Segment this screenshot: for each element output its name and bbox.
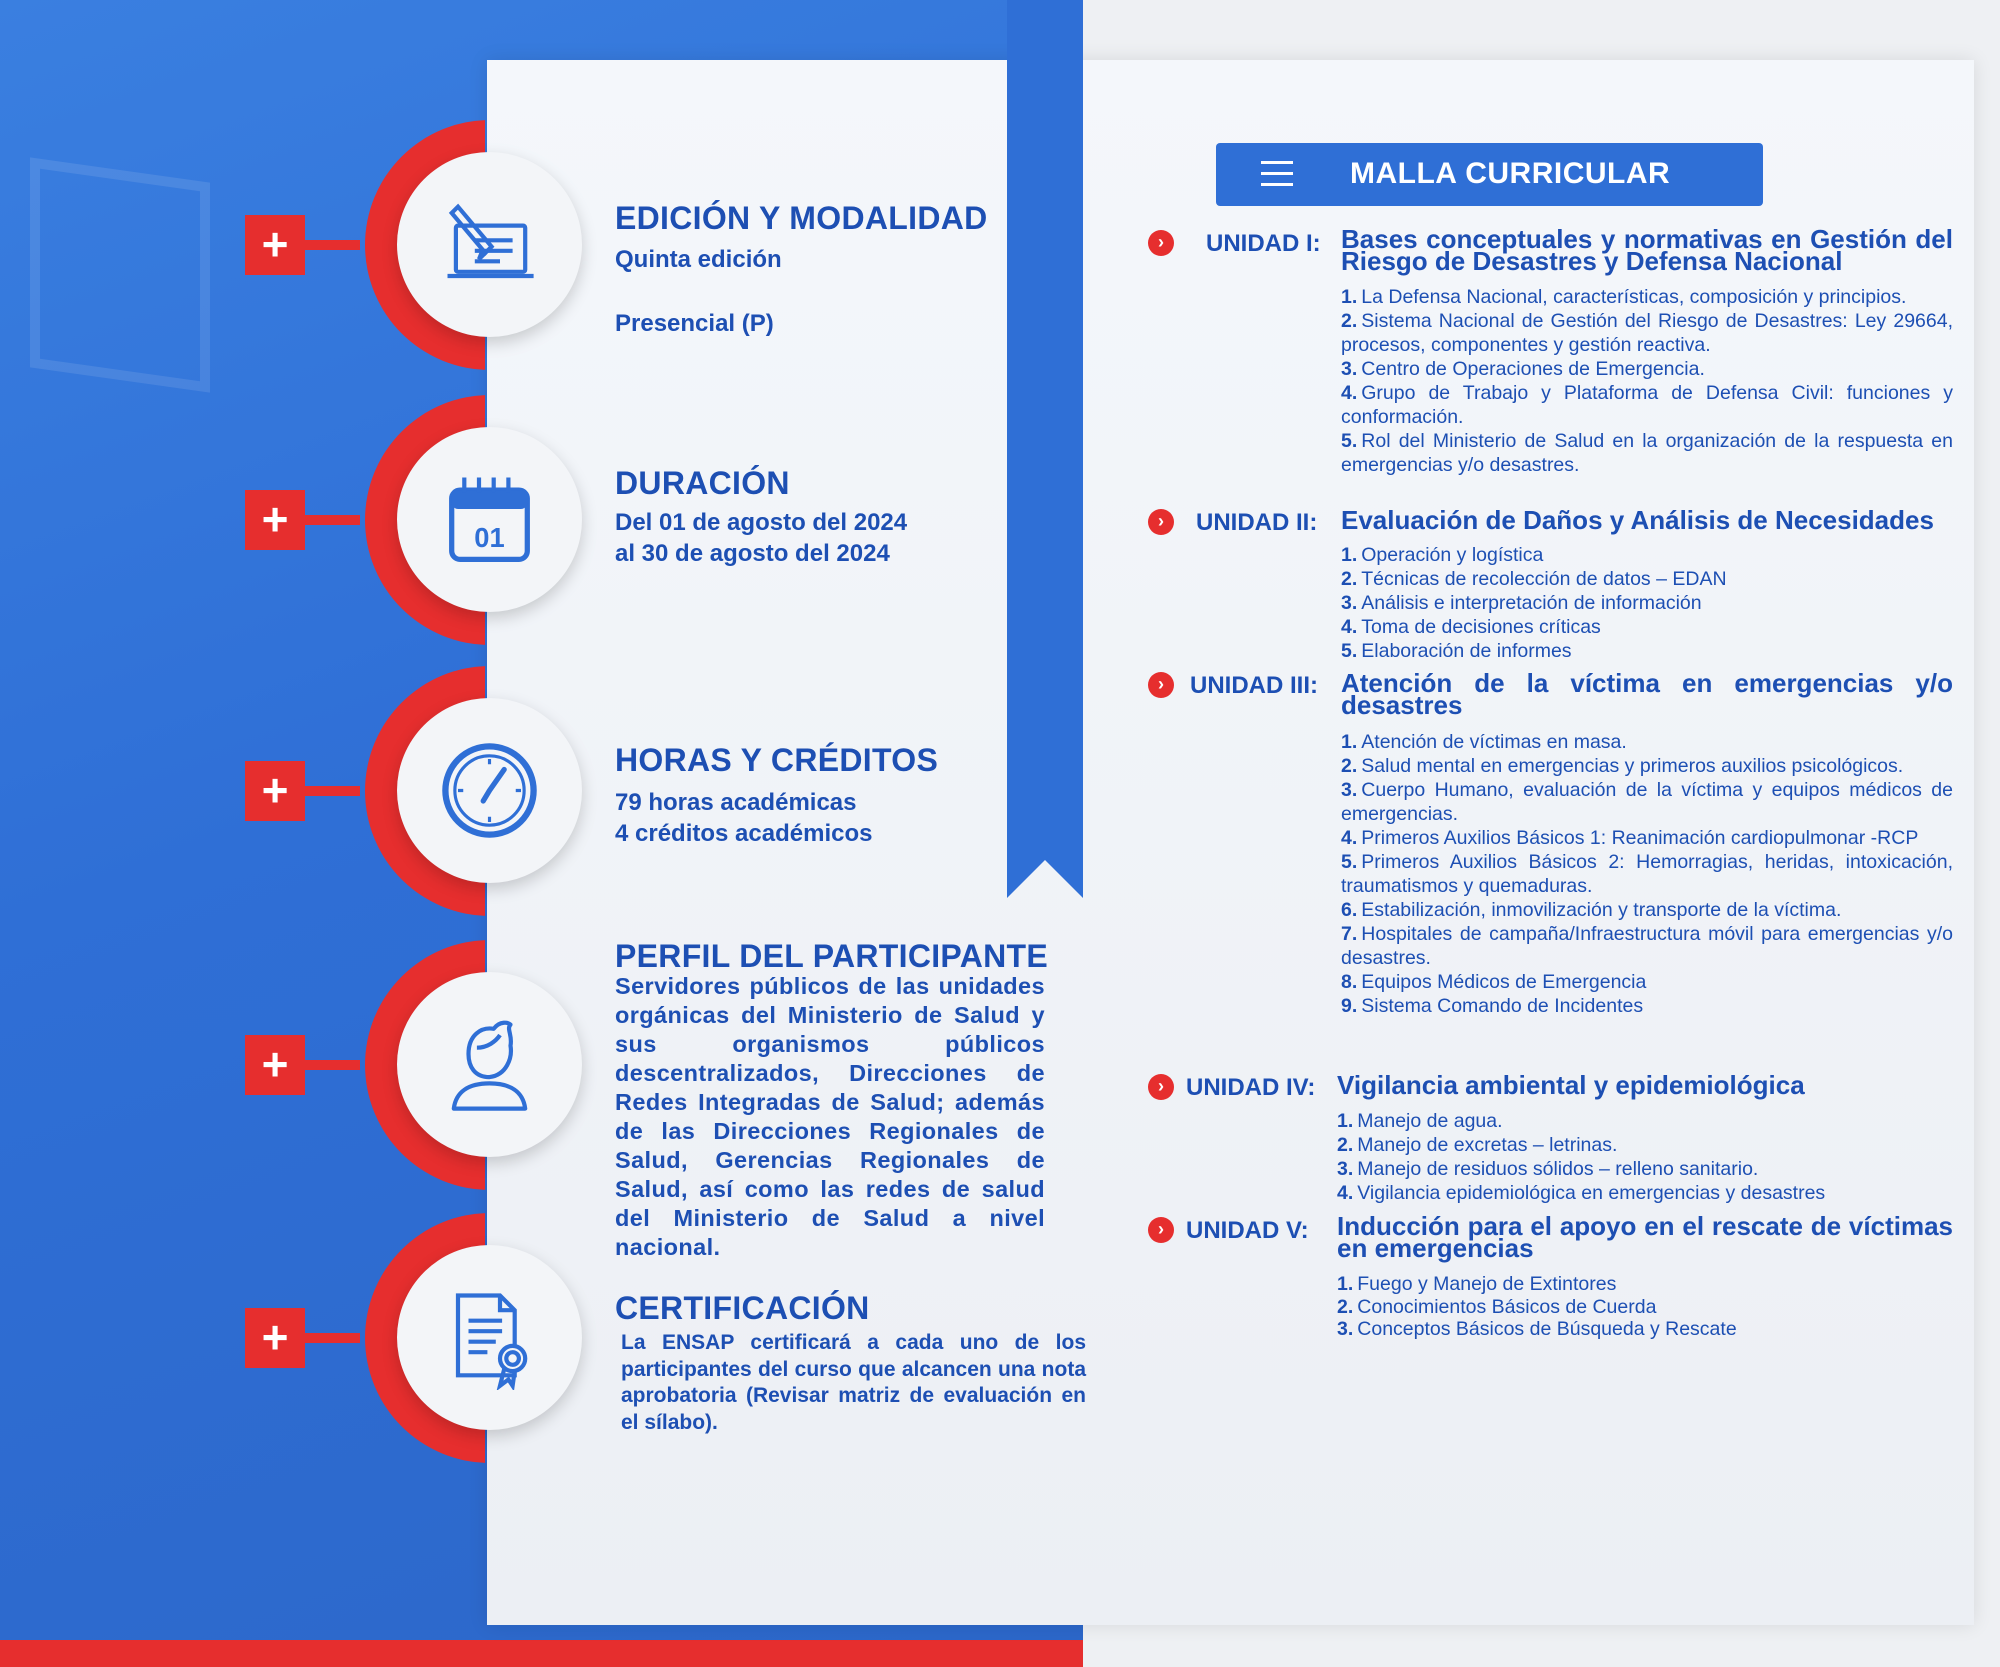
- connector-line: [305, 1333, 360, 1343]
- item-line: 79 horas académicas: [615, 789, 857, 816]
- ensap-watermark: [30, 157, 210, 392]
- item-title: EDICIÓN Y MODALIDAD: [615, 200, 988, 236]
- chevron-right-icon[interactable]: ›: [1148, 1074, 1174, 1100]
- expand-plus-button[interactable]: +: [245, 1308, 305, 1368]
- item-paragraph: La ENSAP certificará a cada uno de los participantes del curso que alcancen una nota aprobatoria (Revisar matriz de evaluación en el sílabo).: [621, 1331, 1086, 1434]
- topic-list: [1337, 1109, 1949, 1205]
- list-item: 4. Toma de decisiones críticas: [1341, 616, 1601, 638]
- list-item: 3. Análisis e interpretación de información: [1341, 592, 1702, 614]
- item-line: Presencial (P): [615, 310, 774, 337]
- item-line: al 30 de agosto del 2024: [615, 540, 890, 567]
- topic-list: [1341, 543, 1953, 663]
- chevron-right-icon[interactable]: ›: [1148, 230, 1174, 256]
- unit-title: Atención de la víctima en emergencias y/o desastres: [1341, 668, 1953, 720]
- chevron-right-icon[interactable]: ›: [1148, 509, 1174, 535]
- list-item: 5. Primeros Auxilios Básicos 2: Hemorragias, heridas, intoxicación, traumatismos y quemaduras.: [1341, 851, 1953, 897]
- list-item: 3. Centro de Operaciones de Emergencia.: [1341, 358, 1705, 380]
- item-title: CERTIFICACIÓN: [615, 1290, 870, 1326]
- item-title: HORAS Y CRÉDITOS: [615, 742, 939, 778]
- item-paragraph: Servidores públicos de las unidades orgánicas del Ministerio de Salud y sus organismos públicos descentralizados, Direcciones de Redes Integradas de Salud; además de las Direcciones Regionales de Salud, Gerencias Regionales de Salud, así como las redes de salud del Ministerio de Salud a nivel nacional.: [615, 973, 1045, 1260]
- expand-plus-button[interactable]: +: [245, 490, 305, 550]
- info-item-edicion: [245, 140, 1095, 380]
- info-item-certificacion: [245, 1233, 1095, 1473]
- info-item-duracion: [245, 415, 1095, 655]
- item-title: DURACIÓN: [615, 465, 790, 501]
- malla-curricular-header[interactable]: [1216, 143, 1763, 206]
- unit-label: UNIDAD II:: [1196, 509, 1318, 536]
- unit-title: Bases conceptuales y normativas en Gestión del Riesgo de Desastres y Defensa Nacional: [1341, 224, 1953, 276]
- list-item: 2. Conocimientos Básicos de Cuerda: [1337, 1295, 1657, 1318]
- calendar-icon: [397, 427, 582, 612]
- clock-icon: [397, 698, 582, 883]
- list-item: 1. Atención de víctimas en masa.: [1341, 731, 1627, 753]
- list-item: 2. Salud mental en emergencias y primeros auxilios psicológicos.: [1341, 755, 1904, 777]
- certificate-icon: [397, 1245, 582, 1430]
- list-item: 2. Sistema Nacional de Gestión del Riesgo de Desastres: Ley 29664, procesos, componentes y gestión reactiva.: [1341, 310, 1953, 356]
- list-item: 9. Sistema Comando de Incidentes: [1341, 995, 1644, 1017]
- list-item: 1. Operación y logística: [1341, 544, 1544, 566]
- info-item-horas: [245, 686, 1095, 926]
- item-line: Del 01 de agosto del 2024: [615, 509, 908, 536]
- list-item: 1. Fuego y Manejo de Extintores: [1337, 1273, 1617, 1295]
- item-line: Quinta edición: [615, 246, 782, 273]
- calendar-day-text: 01: [474, 521, 505, 553]
- menu-icon: [1261, 161, 1293, 187]
- unit-label: UNIDAD III:: [1190, 672, 1318, 699]
- list-item: 4. Primeros Auxilios Básicos 1: Reanimación cardiopulmonar -RCP: [1341, 827, 1919, 849]
- list-item: 2. Técnicas de recolección de datos – EDAN: [1341, 568, 1727, 590]
- list-item: 3. Manejo de residuos sólidos – relleno sanitario.: [1337, 1158, 1759, 1180]
- notebook-pen-icon: [397, 152, 582, 337]
- topic-list: [1341, 285, 1953, 477]
- item-title: PERFIL DEL PARTICIPANTE: [615, 938, 1049, 974]
- list-item: 1. La Defensa Nacional, características, composición y principios.: [1341, 286, 1907, 308]
- expand-plus-button[interactable]: +: [245, 761, 305, 821]
- topic-list: [1337, 1273, 1953, 1341]
- list-item: 4. Grupo de Trabajo y Plataforma de Defensa Civil: funciones y conformación.: [1341, 382, 1953, 428]
- unit-label: UNIDAD IV:: [1186, 1074, 1316, 1101]
- topic-list: [1341, 730, 1953, 1018]
- list-item: 7. Hospitales de campaña/Infraestructura móvil para emergencias y/o desastres.: [1341, 923, 1953, 969]
- connector-line: [305, 786, 360, 796]
- list-item: 8. Equipos Médicos de Emergencia: [1341, 971, 1647, 993]
- unit-title: Inducción para el apoyo en el rescate de víctimas en emergencias: [1337, 1211, 1953, 1263]
- list-item: 1. Manejo de agua.: [1337, 1110, 1503, 1132]
- list-item: 2. Manejo de excretas – letrinas.: [1337, 1134, 1618, 1156]
- list-item: 3. Conceptos Básicos de Búsqueda y Rescate: [1337, 1318, 1737, 1340]
- person-icon: [397, 972, 582, 1157]
- chevron-right-icon[interactable]: ›: [1148, 672, 1174, 698]
- info-item-perfil: [245, 938, 1095, 1260]
- list-item: 6. Estabilización, inmovilización y transporte de la víctima.: [1341, 899, 1842, 921]
- malla-header-label: MALLA CURRICULAR: [1350, 157, 1671, 190]
- expand-plus-button[interactable]: +: [245, 1035, 305, 1095]
- bottom-red-bar: [0, 1640, 1083, 1667]
- connector-line: [305, 1060, 360, 1070]
- list-item: 5. Rol del Ministerio de Salud en la organización de la respuesta en emergencias y/o desastres.: [1341, 430, 1953, 476]
- chevron-right-icon[interactable]: ›: [1148, 1217, 1174, 1243]
- list-item: 5. Elaboración de informes: [1341, 640, 1572, 662]
- connector-line: [305, 515, 360, 525]
- unit-title: Vigilancia ambiental y epidemiológica: [1337, 1070, 1805, 1100]
- unit-label: UNIDAD V:: [1186, 1217, 1309, 1244]
- expand-plus-button[interactable]: +: [245, 215, 305, 275]
- list-item: 4. Vigilancia epidemiológica en emergencias y desastres: [1337, 1182, 1826, 1204]
- connector-line: [305, 240, 360, 250]
- item-line: 4 créditos académicos: [615, 820, 873, 847]
- list-item: 3. Cuerpo Humano, evaluación de la víctima y equipos médicos de emergencias.: [1341, 779, 1953, 825]
- unit-label: UNIDAD I:: [1206, 230, 1321, 257]
- unit-title: Evaluación de Daños y Análisis de Necesidades: [1341, 505, 1934, 535]
